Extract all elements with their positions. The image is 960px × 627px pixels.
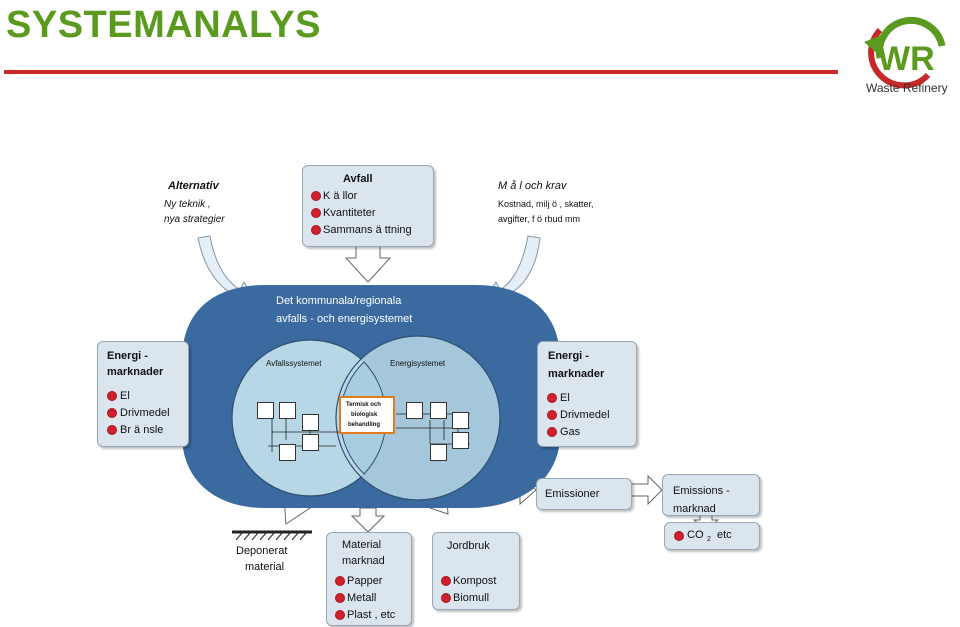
co2-label: CO — [687, 529, 704, 541]
alternativ-line-2: nya strategier — [164, 214, 225, 225]
co2-box — [664, 522, 760, 550]
jordbruk-item: Biomull — [453, 592, 490, 604]
alternativ-line-1: Ny teknik , — [164, 199, 211, 210]
bullet-icon — [312, 192, 320, 200]
energi-right-item: Drivmedel — [560, 409, 610, 421]
system-title-line-1: Det kommunala/regionala — [276, 295, 402, 307]
process-unit — [406, 402, 423, 419]
co2-subscript: 2 — [707, 536, 711, 543]
material-item: Papper — [347, 575, 383, 587]
process-unit — [302, 414, 319, 431]
avfall-box — [302, 165, 434, 247]
bullet-icon — [336, 611, 344, 619]
process-unit — [430, 402, 447, 419]
bullet-icon — [442, 577, 450, 585]
energi-left-item: Br ä nsle — [120, 424, 164, 436]
emissionsmarknad-box — [662, 474, 760, 516]
energisystemet-label: Energisystemet — [390, 359, 446, 368]
material-item: Metall — [347, 592, 377, 604]
material-title-1: Material — [342, 539, 382, 551]
bullet-icon — [675, 532, 683, 540]
material-item: Plast , etc — [347, 609, 396, 621]
energi-left-item: El — [120, 390, 130, 402]
avfall-item: Kvantiteter — [323, 207, 376, 219]
jordbruk-box — [432, 532, 520, 610]
emissionsmarknad-title-1: Emissions - — [673, 485, 730, 497]
bullet-icon — [336, 594, 344, 602]
deponerat-line-1: Deponerat — [236, 545, 288, 557]
system-title-line-2: avfalls - och energisystemet — [276, 313, 413, 325]
avfall-item: K ä llor — [323, 190, 358, 202]
treatment-line-1: Termisk och — [346, 402, 381, 408]
bullet-icon — [312, 226, 320, 234]
avfallssystemet-label: Avfallssystemet — [266, 359, 322, 368]
bullet-icon — [108, 392, 116, 400]
emissioner-box — [536, 478, 632, 510]
energi-marknader-left-box — [97, 341, 189, 447]
energi-left-item: Drivmedel — [120, 407, 170, 419]
jordbruk-item: Kompost — [453, 575, 497, 587]
logo-name: Waste Refinery — [866, 81, 948, 95]
bullet-icon — [336, 577, 344, 585]
energi-right-item: Gas — [560, 426, 581, 438]
emissioner-label: Emissioner — [545, 488, 600, 500]
process-unit — [302, 434, 319, 451]
co2-etc: etc — [717, 529, 732, 541]
energi-right-item: El — [560, 392, 570, 404]
bullet-icon — [108, 409, 116, 417]
process-unit — [257, 402, 274, 419]
avfall-title: Avfall — [343, 173, 373, 185]
alternativ-title: Alternativ — [168, 180, 219, 192]
bullet-icon — [548, 394, 556, 402]
energi-left-title-1: Energi - — [107, 350, 148, 362]
deponerat-line-2: material — [245, 561, 285, 573]
bullet-icon — [548, 411, 556, 419]
material-title-2: marknad — [342, 555, 385, 567]
treatment-line-2: biologisk — [351, 412, 378, 418]
mal-line-1: Kostnad, milj ö , skatter, — [498, 199, 594, 209]
process-unit — [452, 432, 469, 449]
bullet-icon — [442, 594, 450, 602]
treatment-box — [339, 396, 395, 434]
energi-marknader-right-box — [537, 341, 637, 447]
energi-left-title-2: marknader — [107, 366, 164, 378]
page-title: SYSTEMANALYS — [6, 4, 321, 46]
process-unit — [452, 412, 469, 429]
bullet-icon — [108, 426, 116, 434]
materialmarknad-box — [326, 532, 412, 626]
bullet-icon — [548, 428, 556, 436]
process-unit — [279, 444, 296, 461]
bullet-icon — [312, 209, 320, 217]
logo-mark: WR — [878, 40, 935, 78]
energi-right-title-1: Energi - — [548, 350, 589, 362]
mal-line-2: avgifter, f ö rbud mm — [498, 214, 581, 224]
process-unit — [279, 402, 296, 419]
avfall-item: Sammans ä ttning — [323, 224, 412, 236]
jordbruk-title: Jordbruk — [447, 540, 490, 552]
process-unit — [430, 444, 447, 461]
emissionsmarknad-title-2: marknad — [673, 503, 716, 515]
energi-right-title-2: marknader — [548, 368, 605, 380]
treatment-line-3: behandling — [348, 422, 380, 428]
mal-title: M å l och krav — [498, 180, 567, 192]
